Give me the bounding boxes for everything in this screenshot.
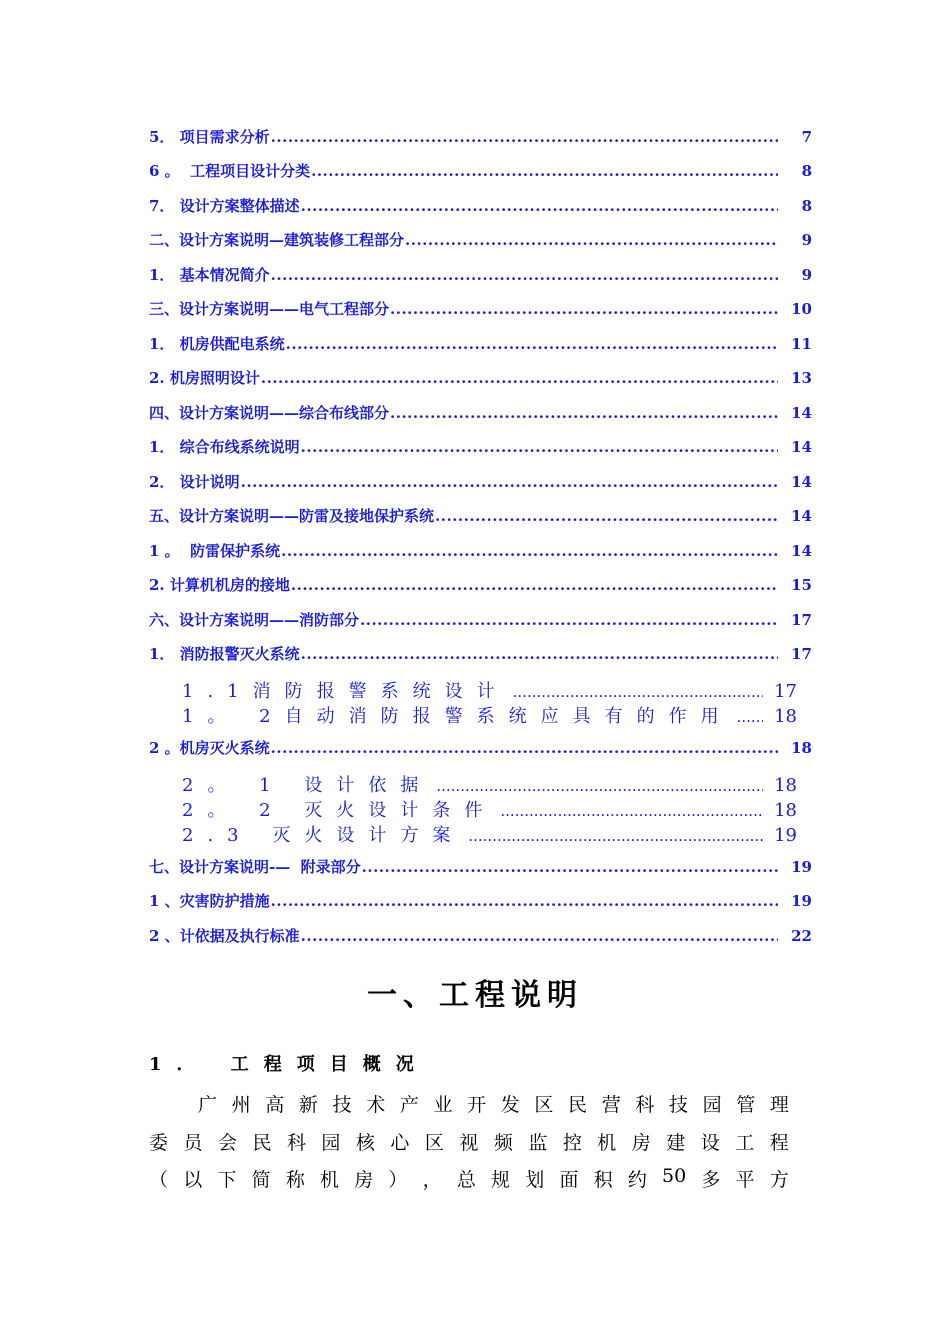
toc-entry[interactable]: 5． 项目需求分析 ..... 7: [149, 126, 812, 148]
paragraph-char: 科: [286, 1132, 306, 1154]
toc-entry[interactable]: 1． 机房供配电系统 ..... 11: [149, 333, 812, 355]
paragraph-char: 营: [601, 1094, 621, 1116]
paragraph-char: 视: [459, 1132, 479, 1154]
toc-entry[interactable]: 五、设计方案说明——防雷及接地保护系统 ..... 14: [149, 505, 812, 527]
toc-entry[interactable]: 2． 设计说明 ..... 14: [149, 471, 812, 493]
paragraph-char: 工: [735, 1132, 755, 1154]
toc-subentry[interactable]: 2。 1 设计依据 ..... 18: [182, 771, 797, 793]
toc-entry[interactable]: 2 。机房灭火系统 ..... 18: [149, 737, 812, 759]
paragraph-char: 园: [702, 1094, 722, 1116]
paragraph-char: 平: [735, 1169, 755, 1191]
paragraph-char: 程: [769, 1132, 789, 1154]
paragraph-char: 广: [198, 1094, 218, 1116]
paragraph-char: 理: [769, 1094, 789, 1116]
paragraph-char: 建: [666, 1132, 686, 1154]
paragraph-char: ）: [388, 1169, 408, 1191]
paragraph-char: 术: [366, 1094, 386, 1116]
paragraph-char: 科: [635, 1094, 655, 1116]
toc-subentry[interactable]: 1.1消防报警系统设计 ..... 17: [182, 677, 797, 699]
paragraph-char: 房: [631, 1132, 651, 1154]
paragraph-char: 发: [500, 1094, 520, 1116]
paragraph-char: 频: [493, 1132, 513, 1154]
paragraph-char: 称: [285, 1169, 305, 1191]
paragraph-line: [198, 1090, 789, 1117]
toc-entry[interactable]: 七、设计方案说明-— 附录部分 ..... 19: [149, 856, 812, 878]
toc-entry[interactable]: 1 、灾害防护措施 ..... 19: [149, 890, 812, 912]
toc-entry[interactable]: 2. 计算机机房的接地 ..... 15: [149, 574, 812, 596]
paragraph-char: 园: [321, 1132, 341, 1154]
section-heading: 一、工程说明: [367, 978, 583, 1013]
toc-subentry[interactable]: 2.3 灭火设计方案 ..... 19: [182, 821, 797, 843]
paragraph-char: 州: [231, 1094, 251, 1116]
paragraph-char: 下: [217, 1169, 237, 1191]
subsection-heading: 1． 工程项目概况: [149, 1054, 429, 1075]
paragraph-char: 新: [298, 1094, 318, 1116]
paragraph-char: 核: [355, 1132, 375, 1154]
paragraph-char: 房: [354, 1169, 374, 1191]
paragraph-char: 心: [390, 1132, 410, 1154]
paragraph-char: 监: [528, 1132, 548, 1154]
toc-entry[interactable]: 7． 设计方案整体描述 ..... 8: [149, 195, 812, 217]
paragraph-char: 规: [491, 1169, 511, 1191]
paragraph-char: 业: [433, 1094, 453, 1116]
paragraph-char: 员: [183, 1132, 203, 1154]
paragraph-char: 区: [424, 1132, 444, 1154]
paragraph-char: 方: [769, 1169, 789, 1191]
paragraph-char: 多: [701, 1169, 721, 1191]
paragraph-line: [149, 1128, 789, 1155]
toc-entry[interactable]: 1 。 防雷保护系统 ..... 14: [149, 540, 812, 562]
toc-subentry[interactable]: 2。 2 灭火设计条件 ..... 18: [182, 796, 797, 818]
toc-entry[interactable]: 6 。 工程项目设计分类 ..... 8: [149, 160, 812, 182]
paragraph-char: 面: [559, 1169, 579, 1191]
paragraph-char: 技: [668, 1094, 688, 1116]
paragraph-char: 管: [736, 1094, 756, 1116]
paragraph-char: 简: [251, 1169, 271, 1191]
paragraph-char: 总: [456, 1169, 476, 1191]
paragraph-char: （: [149, 1169, 169, 1191]
paragraph-char: 高: [265, 1094, 285, 1116]
paragraph-char: 以: [183, 1169, 203, 1191]
toc-entry[interactable]: 1． 基本情况简介 ..... 9: [149, 264, 812, 286]
paragraph-char: 民: [568, 1094, 588, 1116]
toc-entry[interactable]: 四、设计方案说明——综合布线部分 ..... 14: [149, 402, 812, 424]
paragraph-char: 会: [217, 1132, 237, 1154]
toc-entry[interactable]: 2 、计依据及执行标准 ..... 22: [149, 925, 812, 947]
toc-entry[interactable]: 1． 综合布线系统说明 ..... 14: [149, 436, 812, 458]
toc-subentry[interactable]: 1。 2自动消防报警系统应具有的作用 ..... 18: [182, 702, 797, 724]
paragraph-char: 控: [562, 1132, 582, 1154]
paragraph-char: 产: [399, 1094, 419, 1116]
paragraph-char: 设: [700, 1132, 720, 1154]
paragraph-char: 民: [252, 1132, 272, 1154]
paragraph-char: 机: [320, 1169, 340, 1191]
paragraph-char: 50: [662, 1165, 687, 1187]
paragraph-char: 委: [149, 1132, 169, 1154]
paragraph-char: 积: [593, 1169, 613, 1191]
paragraph-char: 机: [597, 1132, 617, 1154]
paragraph-char: 技: [332, 1094, 352, 1116]
paragraph-char: ，: [422, 1169, 442, 1191]
paragraph-char: 开: [467, 1094, 487, 1116]
paragraph-line: [149, 1165, 789, 1192]
toc-entry[interactable]: 二、设计方案说明—建筑装修工程部分 ..... 9: [149, 229, 812, 251]
toc-entry[interactable]: 1． 消防报警灭火系统 ..... 17: [149, 643, 812, 665]
toc-entry[interactable]: 六、设计方案说明——消防部分 ..... 17: [149, 609, 812, 631]
toc-entry[interactable]: 2. 机房照明设计 ..... 13: [149, 367, 812, 389]
paragraph-char: 划: [525, 1169, 545, 1191]
toc-entry[interactable]: 三、设计方案说明——电气工程部分 ..... 10: [149, 298, 812, 320]
paragraph-char: 区: [534, 1094, 554, 1116]
paragraph-char: 约: [627, 1169, 647, 1191]
